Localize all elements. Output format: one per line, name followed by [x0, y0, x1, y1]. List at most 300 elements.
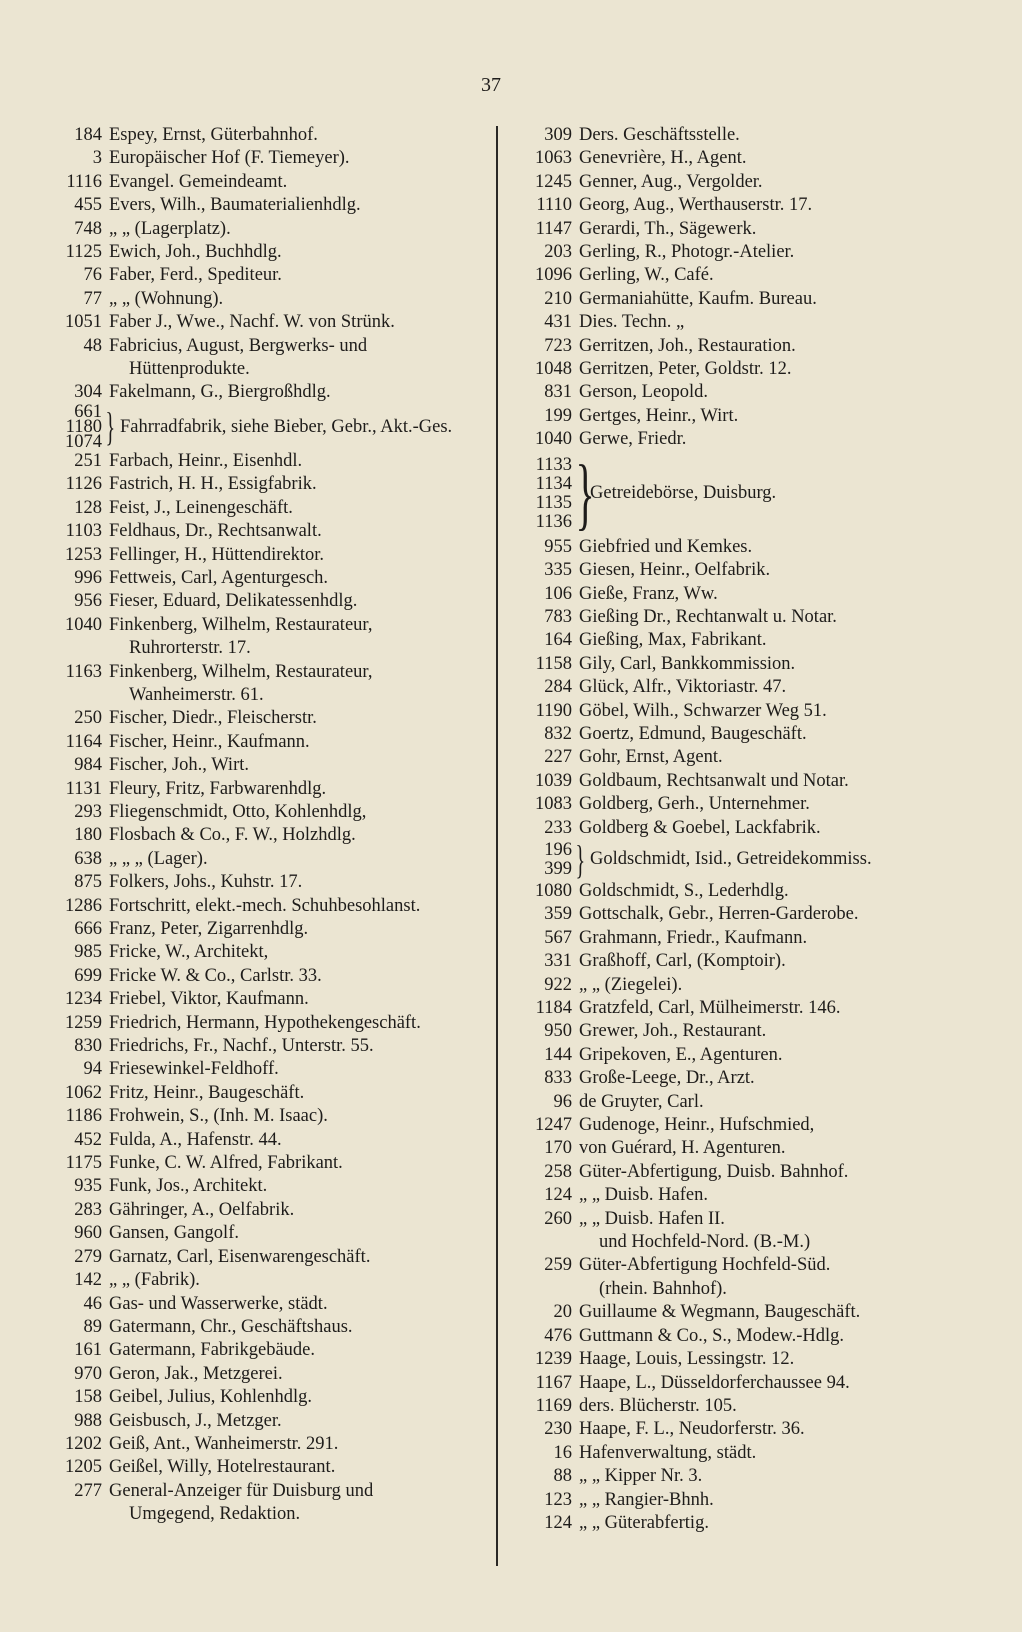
directory-entry — [30, 1339, 485, 1362]
entry-continuation: Hüttenprodukte. — [129, 359, 250, 380]
phone-number: 1051 — [65, 312, 102, 333]
phone-number: 1259 — [65, 1012, 102, 1033]
phone-number: 1131 — [65, 778, 102, 799]
directory-entry — [30, 401, 485, 452]
directory-entry — [30, 450, 485, 473]
directory-entry — [30, 895, 485, 918]
entry-name — [579, 1254, 960, 1301]
directory-entry — [30, 335, 485, 382]
directory-entry — [500, 1020, 960, 1043]
entry-name — [579, 405, 960, 428]
entry-name — [109, 965, 485, 988]
entry-name — [109, 1152, 485, 1175]
entry-name — [579, 241, 960, 264]
directory-entry — [500, 1184, 960, 1207]
phone-number: 3 — [92, 148, 102, 169]
entry-text: Gerson, Leopold. — [579, 382, 708, 403]
directory-entry — [500, 723, 960, 746]
directory-entry — [30, 171, 485, 194]
entry-text: Goldschmidt, S., Lederhdlg. — [579, 880, 789, 901]
directory-entry — [500, 1137, 960, 1160]
entry-name — [109, 147, 485, 170]
entry-text: Flosbach & Co., F. W., Holzhdlg. — [109, 825, 356, 846]
entry-text: „ „ (Lagerplatz). — [109, 218, 231, 239]
directory-entry — [30, 124, 485, 147]
entry-text: Fabricius, August, Bergwerks- und — [109, 335, 368, 356]
directory-entry — [500, 1418, 960, 1441]
entry-text: Guillaume & Wegmann, Baugeschäft. — [579, 1302, 861, 1323]
entry-text: Espey, Ernst, Güterbahnhof. — [109, 125, 318, 145]
phone-number: 1239 — [535, 1349, 572, 1370]
directory-entry — [500, 405, 960, 428]
entry-text: Geiß, Ant., Wanheimerstr. 291. — [109, 1433, 339, 1454]
entry-name — [109, 707, 485, 730]
entry-text: Fischer, Heinr., Kaufmann. — [109, 731, 310, 752]
phone-number: 180 — [74, 825, 102, 846]
entry-text: Gratzfeld, Carl, Mülheimerstr. 146. — [579, 998, 841, 1018]
entry-text: Evers, Wilh., Baumaterialienhdlg. — [109, 195, 361, 216]
phone-number: 277 — [74, 1480, 102, 1501]
phone-number: 88 — [553, 1466, 572, 1487]
phone-number: 359 — [544, 904, 572, 925]
entry-text: Goldberg, Gerh., Unternehmer. — [579, 794, 810, 815]
entry-text: Haape, F. L., Neudorferstr. 36. — [579, 1419, 805, 1440]
directory-entry — [30, 1480, 485, 1527]
phone-number: 16 — [553, 1442, 572, 1463]
entry-text: Evangel. Gemeindeamt. — [109, 171, 288, 192]
phone-number: 259 — [544, 1255, 572, 1276]
phone-number: 638 — [74, 848, 102, 869]
entry-text: Graßhoff, Carl, (Komptoir). — [579, 951, 786, 972]
entry-name — [579, 536, 960, 559]
directory-entry — [30, 1222, 485, 1245]
entry-text: Funk, Jos., Architekt. — [109, 1176, 268, 1197]
directory-entry — [30, 520, 485, 543]
entry-name — [579, 381, 960, 404]
entry-text: Gas- und Wasserwerke, städt. — [109, 1293, 328, 1314]
directory-entry — [30, 707, 485, 730]
phone-number: 455 — [74, 195, 102, 216]
phone-number: 1205 — [65, 1457, 102, 1478]
entry-text: „ „ Güterabfertig. — [579, 1512, 709, 1533]
phone-number: 196 — [544, 839, 572, 860]
directory-entry — [500, 950, 960, 973]
entry-name — [109, 1269, 485, 1292]
directory-entry — [500, 1067, 960, 1090]
phone-numbers — [500, 841, 572, 879]
entry-name — [579, 264, 960, 287]
directory-entry — [500, 770, 960, 793]
entry-name — [579, 1091, 960, 1114]
entry-name — [579, 903, 960, 926]
entry-text: Ders. Geschäftsstelle. — [579, 125, 740, 145]
entry-name — [109, 1293, 485, 1316]
entry-name — [579, 358, 960, 381]
entry-text: Gatermann, Fabrikgebäude. — [109, 1340, 315, 1361]
entry-text: „ „ Duisb. Hafen. — [579, 1185, 708, 1206]
entry-name — [579, 428, 960, 451]
entry-name — [579, 1465, 960, 1488]
entry-text: Gieße, Franz, Ww. — [579, 583, 718, 604]
directory-entry — [500, 903, 960, 926]
page-number: 37 — [481, 74, 501, 96]
phone-number: 1253 — [65, 544, 102, 565]
directory-entry — [30, 1129, 485, 1152]
directory-entry — [500, 1208, 960, 1255]
entry-name — [109, 1058, 485, 1081]
entry-text: Fischer, Diedr., Fleischerstr. — [109, 708, 317, 729]
entry-text: Giebfried und Kemkes. — [579, 536, 753, 557]
entry-continuation: Umgegend, Redaktion. — [129, 1504, 301, 1525]
directory-entry — [30, 147, 485, 170]
entry-name — [109, 1363, 485, 1386]
directory-entry — [500, 700, 960, 723]
phone-number: 875 — [74, 872, 102, 893]
directory-entry — [500, 147, 960, 170]
entry-name — [579, 793, 960, 816]
entry-text: Geisbusch, J., Metzger. — [109, 1410, 282, 1431]
phone-number: 293 — [74, 801, 102, 822]
phone-number: 1147 — [535, 218, 572, 239]
directory-entry — [500, 927, 960, 950]
entry-name — [109, 544, 485, 567]
entry-name — [579, 927, 960, 950]
entry-text: Güter-Abfertigung Hochfeld-Süd. — [579, 1255, 831, 1276]
phone-number: 831 — [544, 382, 572, 403]
directory-entry — [500, 1114, 960, 1137]
entry-text: Franz, Peter, Zigarrenhdlg. — [109, 919, 309, 939]
phone-number: 20 — [553, 1302, 572, 1323]
directory-entry — [500, 335, 960, 358]
entry-name — [109, 1035, 485, 1058]
directory-entry — [30, 264, 485, 287]
brace-mark: } — [575, 449, 595, 538]
entry-name — [109, 473, 485, 496]
directory-entry — [30, 1386, 485, 1409]
entry-text: Gerritzen, Peter, Goldstr. 12. — [579, 359, 792, 380]
directory-entry — [500, 1091, 960, 1114]
phone-number: 1048 — [535, 359, 572, 380]
directory-entry — [500, 817, 960, 840]
directory-entry — [500, 264, 960, 287]
entry-name — [579, 746, 960, 769]
entry-name — [109, 311, 485, 334]
phone-number: 164 — [544, 630, 572, 651]
directory-entry — [30, 661, 485, 708]
phone-number: 304 — [74, 382, 102, 403]
phone-number: 203 — [544, 242, 572, 263]
phone-number: 922 — [544, 974, 572, 995]
entry-text: Fastrich, H. H., Essigfabrik. — [109, 474, 317, 495]
directory-entry — [30, 1433, 485, 1456]
entry-text: „ „ (Fabrik). — [109, 1270, 200, 1291]
entry-name — [579, 817, 960, 840]
entry-text: von Guérard, H. Agenturen. — [579, 1138, 786, 1159]
entry-name — [109, 941, 485, 964]
directory-entry — [30, 965, 485, 988]
phone-number: 955 — [544, 536, 572, 557]
entry-name — [109, 1222, 485, 1245]
entry-name — [579, 194, 960, 217]
directory-entry — [500, 1395, 960, 1418]
entry-text: Georg, Aug., Werthauserstr. 17. — [579, 195, 813, 216]
directory-entry — [500, 1254, 960, 1301]
directory-entry — [30, 1456, 485, 1479]
phone-number: 1040 — [535, 429, 572, 450]
entry-name — [109, 288, 485, 311]
directory-entry — [30, 1175, 485, 1198]
phone-number: 123 — [544, 1489, 572, 1510]
entry-name — [579, 723, 960, 746]
entry-name — [109, 778, 485, 801]
directory-entry — [30, 1316, 485, 1339]
phone-number: 832 — [544, 723, 572, 744]
entry-name — [579, 218, 960, 241]
entry-text: „ „ Rangier-Bhnh. — [579, 1489, 714, 1510]
phone-number: 161 — [74, 1340, 102, 1361]
entry-name — [109, 264, 485, 287]
entry-name — [109, 754, 485, 777]
entry-name — [109, 194, 485, 217]
phone-number: 666 — [74, 919, 102, 939]
entry-name — [579, 583, 960, 606]
phone-number: 227 — [544, 747, 572, 768]
directory-entry — [500, 1442, 960, 1465]
entry-text: Haape, L., Düsseldorferchaussee 94. — [579, 1372, 850, 1393]
directory-entry — [30, 241, 485, 264]
entry-text: Gohr, Ernst, Agent. — [579, 747, 723, 768]
phone-number: 233 — [544, 817, 572, 838]
directory-entry — [30, 824, 485, 847]
directory-entry — [30, 473, 485, 496]
directory-entry — [500, 358, 960, 381]
phone-number: 1116 — [66, 171, 102, 192]
entry-name — [579, 1161, 960, 1184]
phone-number: 184 — [74, 125, 102, 145]
entry-text: Glück, Alfr., Viktoriastr. 47. — [579, 677, 787, 698]
directory-entry — [30, 1152, 485, 1175]
entry-name — [109, 1480, 485, 1527]
entry-text: Fettweis, Carl, Agenturgesch. — [109, 567, 329, 588]
phone-number: 950 — [544, 1021, 572, 1042]
phone-number: 76 — [83, 265, 102, 286]
entry-name — [109, 1316, 485, 1339]
entry-name — [579, 1348, 960, 1371]
entry-text: „ „ (Ziegelei). — [579, 974, 683, 995]
directory-entry — [30, 1199, 485, 1222]
entry-text: Fleury, Fritz, Farbwarenhdlg. — [109, 778, 327, 799]
entry-text: Funke, C. W. Alfred, Fabrikant. — [109, 1153, 343, 1174]
entry-name — [579, 1442, 960, 1465]
directory-entry — [500, 676, 960, 699]
entry-name — [109, 381, 485, 404]
entry-text: Fliegenschmidt, Otto, Kohlenhdlg, — [109, 801, 367, 822]
entry-name — [579, 1208, 960, 1255]
directory-entry — [500, 288, 960, 311]
entry-text: Fricke, W., Architekt, — [109, 942, 269, 963]
entry-name — [109, 1129, 485, 1152]
entry-text: Goldberg & Goebel, Lackfabrik. — [579, 817, 821, 838]
directory-entry — [30, 871, 485, 894]
entry-text: Genner, Aug., Vergolder. — [579, 171, 763, 192]
phone-number: 1125 — [65, 242, 102, 263]
phone-number: 1164 — [65, 731, 102, 752]
entry-name — [109, 1082, 485, 1105]
entry-name — [579, 124, 960, 147]
entry-text: Große-Leege, Dr., Arzt. — [579, 1068, 755, 1089]
directory-entry — [30, 311, 485, 334]
entry-text: Grewer, Joh., Restaurant. — [579, 1021, 767, 1042]
directory-entry — [500, 311, 960, 334]
entry-text: Geißel, Willy, Hotelrestaurant. — [109, 1457, 336, 1478]
entry-text: Feldhaus, Dr., Rechtsanwalt. — [109, 521, 322, 542]
phone-number: 124 — [544, 1185, 572, 1206]
entry-text: Haage, Louis, Lessingstr. 12. — [579, 1349, 795, 1370]
directory-entry — [30, 988, 485, 1011]
phone-number: 1040 — [65, 614, 102, 635]
phone-number: 661 — [74, 401, 102, 422]
directory-entry — [500, 194, 960, 217]
directory-entry — [30, 801, 485, 824]
entry-text: Genevrière, H., Agent. — [579, 148, 747, 169]
entry-name — [579, 1325, 960, 1348]
entry-name — [109, 848, 485, 871]
phone-number: 279 — [74, 1246, 102, 1267]
entry-name — [109, 171, 485, 194]
entry-name — [109, 1105, 485, 1128]
directory-entry — [500, 1465, 960, 1488]
entry-text: Fischer, Joh., Wirt. — [109, 755, 249, 776]
phone-number: 144 — [544, 1044, 572, 1065]
entry-name — [109, 450, 485, 473]
entry-name — [109, 1175, 485, 1198]
phone-number: 970 — [74, 1363, 102, 1384]
entry-text: Gerardi, Th., Sägewerk. — [579, 218, 757, 239]
entry-name — [579, 1067, 960, 1090]
entry-text: Farbach, Heinr., Eisenhdl. — [109, 450, 303, 471]
entry-name — [579, 559, 960, 582]
entry-name — [109, 1246, 485, 1269]
entry-text: Gerritzen, Joh., Restauration. — [579, 335, 796, 356]
directory-entry — [30, 1058, 485, 1081]
entry-text: Gatermann, Chr., Geschäftshaus. — [109, 1316, 353, 1337]
directory-entry — [500, 449, 960, 538]
entry-text: Giesen, Heinr., Oelfabrik. — [579, 560, 771, 581]
directory-entry — [500, 218, 960, 241]
entry-name — [109, 335, 485, 382]
entry-text: Dies. Techn. „ — [579, 312, 685, 333]
entry-name — [579, 1512, 960, 1535]
directory-entry — [500, 536, 960, 559]
phone-number: 1184 — [535, 998, 572, 1018]
phone-number: 199 — [544, 405, 572, 426]
directory-entry — [500, 1372, 960, 1395]
phone-number: 748 — [74, 218, 102, 239]
entry-name — [109, 801, 485, 824]
phone-number: 309 — [544, 125, 572, 145]
directory-entry — [30, 218, 485, 241]
entry-text: Göbel, Wilh., Schwarzer Weg 51. — [579, 700, 827, 721]
entry-name: Goldschmidt, Isid., Getreidekommiss. — [590, 849, 872, 870]
directory-entry — [30, 918, 485, 941]
directory-entry — [500, 997, 960, 1020]
directory-entry — [500, 880, 960, 903]
phone-number: 48 — [83, 335, 102, 356]
entry-text: Garnatz, Carl, Eisenwarengeschäft. — [109, 1246, 371, 1267]
entry-name — [109, 824, 485, 847]
directory-entry — [500, 653, 960, 676]
entry-name — [579, 950, 960, 973]
phone-number: 284 — [544, 677, 572, 698]
entry-name — [109, 614, 485, 661]
entry-name — [109, 1386, 485, 1409]
directory-entry — [500, 1348, 960, 1371]
entry-name — [579, 880, 960, 903]
phone-number: 960 — [74, 1223, 102, 1244]
entry-text: Ewich, Joh., Buchhdlg. — [109, 242, 282, 263]
directory-entry — [30, 941, 485, 964]
entry-text: Gily, Carl, Bankkommission. — [579, 653, 796, 674]
phone-number: 1186 — [65, 1106, 102, 1127]
phone-number: 106 — [544, 583, 572, 604]
entry-text: General-Anzeiger für Duisburg und — [109, 1480, 374, 1501]
phone-number: 170 — [544, 1138, 572, 1159]
entry-name — [579, 606, 960, 629]
directory-entry — [500, 1489, 960, 1512]
entry-text: de Gruyter, Carl. — [579, 1091, 704, 1112]
entry-name — [579, 1020, 960, 1043]
entry-name — [579, 288, 960, 311]
entry-text: Grahmann, Friedr., Kaufmann. — [579, 927, 808, 948]
phone-number: 124 — [544, 1512, 572, 1533]
entry-name: Fahrradfabrik, siehe Bieber, Gebr., Akt.-Ges. — [120, 416, 453, 437]
entry-name — [109, 497, 485, 520]
entry-text: Friedrich, Hermann, Hypothekengeschäft. — [109, 1012, 421, 1033]
entry-name — [579, 700, 960, 723]
directory-entry — [500, 629, 960, 652]
entry-text: Fricke W. & Co., Carlstr. 33. — [109, 965, 322, 986]
directory-entry — [30, 1246, 485, 1269]
phone-number: 331 — [544, 951, 572, 972]
phone-number: 1063 — [535, 148, 572, 169]
phone-number: 1074 — [65, 431, 102, 452]
directory-entry — [30, 778, 485, 801]
phone-number: 230 — [544, 1419, 572, 1440]
directory-entry — [500, 241, 960, 264]
directory-entry — [30, 848, 485, 871]
phone-number: 476 — [544, 1325, 572, 1346]
entry-text: Faber, Ferd., Spediteur. — [109, 265, 282, 286]
phone-number: 1080 — [535, 880, 572, 901]
directory-entry — [500, 606, 960, 629]
entry-text: „ „ Kipper Nr. 3. — [579, 1466, 703, 1487]
entry-text: ders. Blücherstr. 105. — [579, 1395, 737, 1416]
directory-entry — [500, 1161, 960, 1184]
directory-entry — [500, 559, 960, 582]
phone-number: 46 — [83, 1293, 102, 1314]
phone-number: 399 — [544, 858, 572, 879]
entry-text: Güter-Abfertigung, Duisb. Bahnhof. — [579, 1161, 849, 1182]
directory-entry — [500, 1301, 960, 1324]
entry-text: Feist, J., Leinengeschäft. — [109, 497, 293, 518]
directory-entry — [500, 583, 960, 606]
entry-text: Gansen, Gangolf. — [109, 1223, 239, 1244]
entry-name — [579, 171, 960, 194]
directory-entry — [30, 1269, 485, 1292]
entry-text: Friedrichs, Fr., Nachf., Unterstr. 55. — [109, 1036, 374, 1057]
directory-entry — [500, 1044, 960, 1067]
entry-name — [109, 1339, 485, 1362]
